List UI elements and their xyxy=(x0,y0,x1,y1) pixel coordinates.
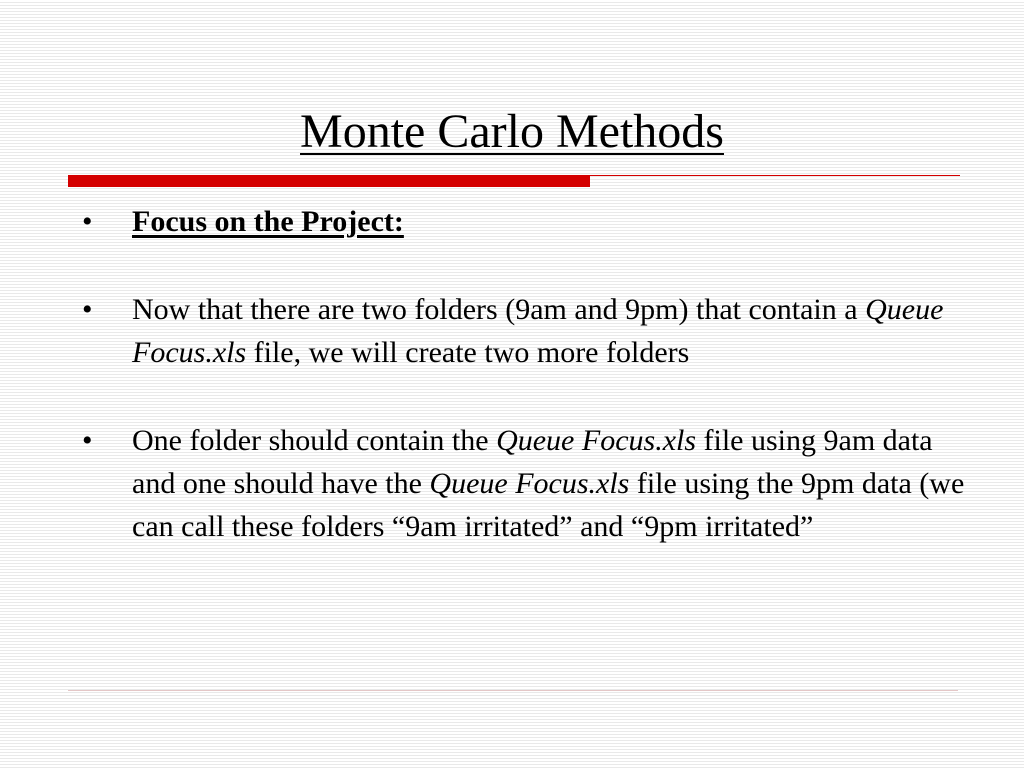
bullet-text: Now that there are two folders (9am and 9pm) that contain a xyxy=(132,293,866,326)
file-name: Queue Focus.xls xyxy=(429,467,630,500)
bullet-text: file, we will create two more folders xyxy=(246,336,690,369)
title-accent-line xyxy=(590,175,960,176)
bullet-icon: • xyxy=(82,293,93,326)
bullet-list xyxy=(82,200,972,548)
bullet-heading: Focus on the Project: xyxy=(132,205,404,238)
bullet-text: file using the 9pm data (we can call these folders “9am irritated” and “9pm irritated” xyxy=(132,467,965,543)
file-name: Queue Focus.xls xyxy=(132,293,944,369)
bullet-item xyxy=(82,288,972,374)
bullet-item xyxy=(82,419,972,548)
bullet-item xyxy=(82,200,972,243)
title-accent-bar xyxy=(68,175,590,187)
file-name: Queue Focus.xls xyxy=(496,424,697,457)
bullet-text: file using 9am data and one should have the xyxy=(132,424,933,500)
bullet-text: One folder should contain the xyxy=(132,424,497,457)
bullet-icon: • xyxy=(82,424,93,457)
bullet-icon: • xyxy=(82,205,93,238)
slide-title: Monte Carlo Methods xyxy=(300,105,724,158)
footer-line xyxy=(68,690,958,691)
